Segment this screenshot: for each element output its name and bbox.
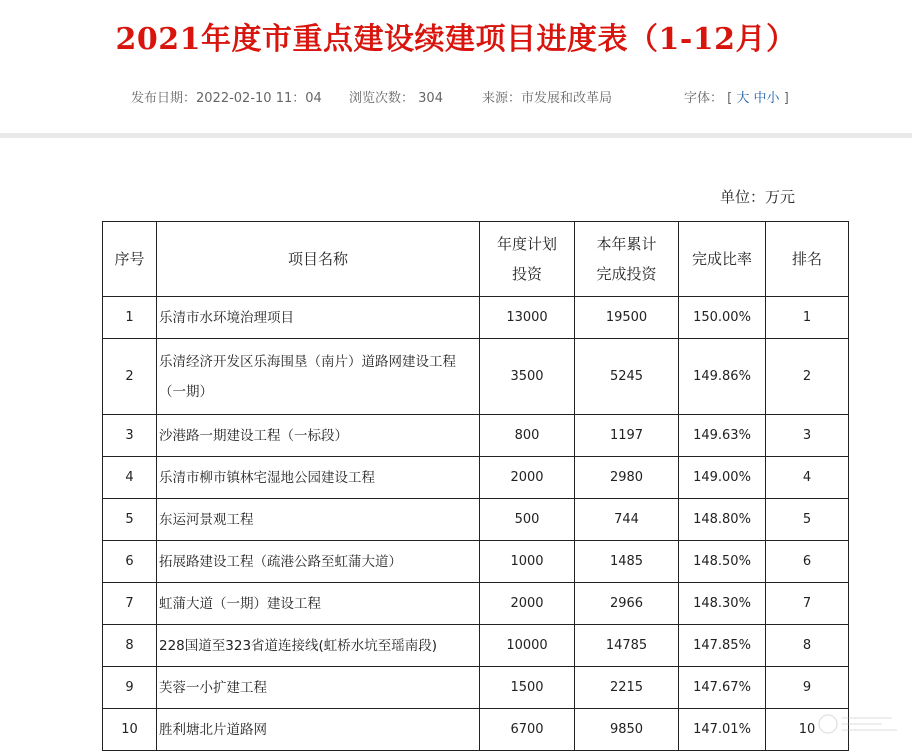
table-row (103, 415, 849, 457)
cell-ratio: 147.85% (679, 625, 766, 667)
cell-rank: 3 (766, 415, 849, 457)
article-header (0, 0, 912, 133)
table-row (103, 499, 849, 541)
cell-ratio: 147.01% (679, 709, 766, 751)
view-count-value: 304 (418, 91, 443, 106)
cell-plan: 3500 (480, 339, 575, 415)
cell-ratio: 149.86% (679, 339, 766, 415)
header-plan-line1: 年度计划 (496, 235, 557, 253)
header-name: 项目名称 (157, 222, 480, 297)
cell-actual: 5245 (575, 339, 679, 415)
font-bracket-open: [ (727, 91, 733, 106)
font-size-large-link[interactable]: 大 (736, 91, 750, 106)
cell-rank: 9 (766, 667, 849, 709)
table-row (103, 709, 849, 751)
cell-index: 10 (103, 709, 157, 751)
font-size-switcher (684, 87, 789, 106)
cell-index: 5 (103, 499, 157, 541)
table-row (103, 667, 849, 709)
cell-plan: 500 (480, 499, 575, 541)
source-label: 来源： (482, 91, 522, 106)
cell-plan: 13000 (480, 297, 575, 339)
cell-actual: 19500 (575, 297, 679, 339)
view-count (349, 87, 443, 106)
cell-rank: 6 (766, 541, 849, 583)
table-row (103, 457, 849, 499)
cell-name: 东运河景观工程 (157, 499, 480, 541)
cell-plan: 2000 (480, 457, 575, 499)
cell-index: 4 (103, 457, 157, 499)
cell-plan: 2000 (480, 583, 575, 625)
font-size-small-link[interactable]: 小 (766, 91, 780, 106)
source-value: 市发展和改革局 (521, 91, 613, 106)
cell-actual: 744 (575, 499, 679, 541)
header-rank: 排名 (766, 222, 849, 297)
cell-actual: 2966 (575, 583, 679, 625)
cell-index: 3 (103, 415, 157, 457)
table-row (103, 541, 849, 583)
cell-plan: 1500 (480, 667, 575, 709)
publish-date-label: 发布日期： (131, 91, 197, 106)
font-bracket-close: ] (783, 91, 789, 106)
header-divider (0, 133, 912, 138)
cell-index: 7 (103, 583, 157, 625)
header-ratio: 完成比率 (679, 222, 766, 297)
cell-actual: 14785 (575, 625, 679, 667)
table-row (103, 297, 849, 339)
cell-actual: 1197 (575, 415, 679, 457)
table-row (103, 583, 849, 625)
cell-actual: 9850 (575, 709, 679, 751)
cell-name: 虹蒲大道（一期）建设工程 (157, 583, 480, 625)
cell-index: 6 (103, 541, 157, 583)
cell-rank: 4 (766, 457, 849, 499)
cell-actual: 1485 (575, 541, 679, 583)
cell-name: 乐清经济开发区乐海围垦（南片）道路网建设工程（一期） (157, 339, 480, 415)
header-plan (480, 222, 575, 297)
cell-rank: 10 (766, 709, 849, 751)
cell-index: 9 (103, 667, 157, 709)
cell-ratio: 149.00% (679, 457, 766, 499)
cell-index: 1 (103, 297, 157, 339)
cell-rank: 7 (766, 583, 849, 625)
cell-rank: 5 (766, 499, 849, 541)
cell-plan: 10000 (480, 625, 575, 667)
cell-ratio: 149.63% (679, 415, 766, 457)
cell-actual: 2215 (575, 667, 679, 709)
unit-label: 单位：万元 (720, 188, 796, 206)
article-meta (0, 87, 912, 107)
cell-plan: 1000 (480, 541, 575, 583)
view-count-label: 浏览次数： (349, 91, 415, 106)
cell-name: 芙蓉一小扩建工程 (157, 667, 480, 709)
cell-ratio: 148.50% (679, 541, 766, 583)
cell-rank: 1 (766, 297, 849, 339)
cell-index: 2 (103, 339, 157, 415)
header-actual-line1: 本年累计 (596, 235, 657, 253)
table-header-row (103, 222, 849, 297)
table-row (103, 625, 849, 667)
header-plan-line2: 投资 (511, 265, 542, 283)
cell-plan: 800 (480, 415, 575, 457)
cell-name: 拓展路建设工程（疏港公路至虹蒲大道） (157, 541, 480, 583)
progress-table (102, 221, 849, 751)
page-title: 2021年度市重点建设续建项目进度表（1-12月） (115, 22, 797, 57)
cell-index: 8 (103, 625, 157, 667)
cell-rank: 8 (766, 625, 849, 667)
header-index: 序号 (103, 222, 157, 297)
watermark-logo (816, 710, 906, 738)
font-size-label: 字体： (684, 91, 724, 106)
cell-name: 沙港路一期建设工程（一标段） (157, 415, 480, 457)
table-row (103, 339, 849, 415)
publish-date (131, 87, 322, 106)
cell-name: 胜利塘北片道路网 (157, 709, 480, 751)
cell-plan: 6700 (480, 709, 575, 751)
cell-rank: 2 (766, 339, 849, 415)
font-size-medium-link[interactable]: 中 (753, 91, 767, 106)
header-actual (575, 222, 679, 297)
cell-ratio: 148.30% (679, 583, 766, 625)
source (482, 87, 612, 106)
header-actual-line2: 完成投资 (596, 265, 657, 283)
cell-name: 乐清市柳市镇林宅湿地公园建设工程 (157, 457, 480, 499)
cell-actual: 2980 (575, 457, 679, 499)
cell-ratio: 148.80% (679, 499, 766, 541)
cell-name: 乐清市水环境治理项目 (157, 297, 480, 339)
publish-date-value: 2022-02-10 11：04 (196, 91, 322, 106)
cell-ratio: 147.67% (679, 667, 766, 709)
cell-name: 228国道至323省道连接线(虹桥水坑至瑶南段) (157, 625, 480, 667)
cell-ratio: 150.00% (679, 297, 766, 339)
